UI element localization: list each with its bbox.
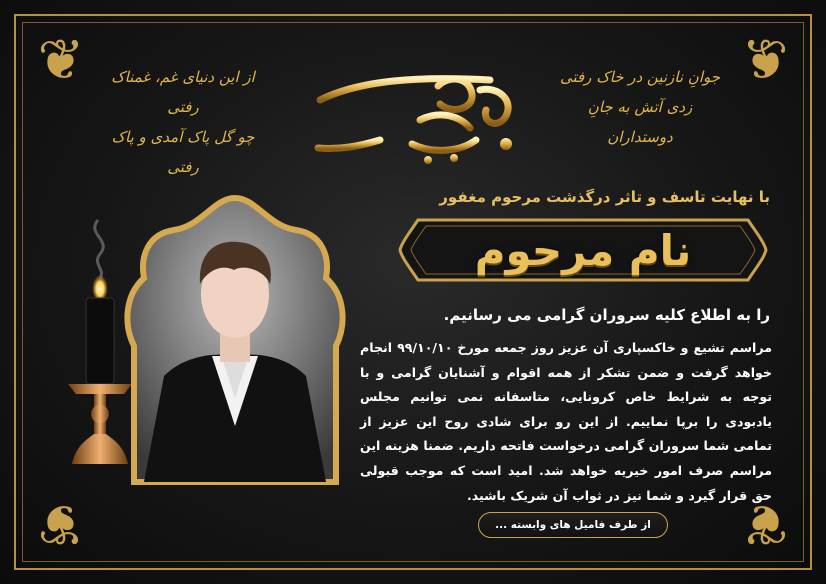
body-paragraph: مراسم تشیع و خاکسپاری آن عزیز روز جمعه مورخ ۹۹/۱۰/۱۰ انجام خواهد گرفت و ضمن تشکر از همه اقوام و آشنایان گرامی و با توجه به شرایط خاص کرونایی، متاسفانه نمی توانیم مجلس یادبودی را برپا نماییم. از این رو برای شادی روح این عزیز از تمامی شما سروران گرامی درخواست فاتحه داریم. ضمنا هزینه این مراسم صرف امور خیریه خواهد شد. امید است که موجب قبولی حق قرار گیرد و شما نیز در ثواب آن شریک باشید. [360,340,772,503]
calligraphy-emblem [300,50,530,170]
ornament-corner-icon: ❦ [37,28,85,93]
poem-line: زدی آتش به جانِ دوستداران [587,98,693,146]
poem-line: جوانِ نازنین در خاک رفتی [559,68,721,86]
notify-line: را به اطلاع کلیه سروران گرامی می رسانیم. [443,306,770,324]
deceased-name: نام مرحوم [474,225,692,275]
poem-line: از این دنیای غم، غمناک رفتی [111,68,255,116]
poem-left [98,62,268,182]
ornament-corner-icon: ❦ [741,28,789,93]
poem-line: چو گل پاک آمدی و پاک رفتی [111,128,255,176]
ornament-corner-icon: ❦ [741,491,789,556]
poem-right [555,62,725,152]
ornament-corner-icon: ❦ [37,491,85,556]
portrait-photo [104,186,366,492]
footer-badge: از طرف فامیل های وابسته ... [478,512,668,538]
sorrow-line: با نهایت تاسف و تاثر درگذشت مرحوم مغفور [439,188,770,206]
